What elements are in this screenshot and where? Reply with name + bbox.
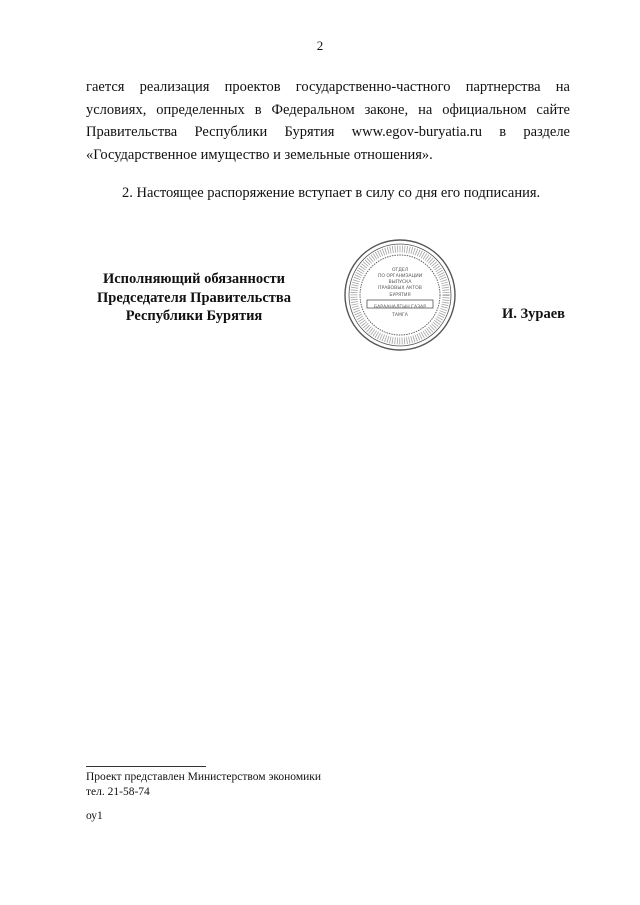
stamp-text-line: ВЫПУСКА [388, 280, 412, 285]
stamp-text-line: ТАМГА [392, 313, 408, 318]
footnote-prepared-by: Проект представлен Министерством экономики [86, 771, 322, 783]
stamp-text-line: ОТДЕЛ [391, 268, 409, 273]
document-code: оу1 [86, 810, 103, 822]
stamp-text-line: ПРАВОВЫХ АКТОВ [378, 286, 422, 291]
stamp-text-line: БУРЯТИЯ [389, 293, 411, 298]
signer-title [80, 270, 308, 326]
signer-title-line-1: Исполняющий обязанности [102, 271, 286, 287]
signer-title-line-2: Председателя Правительства [97, 289, 291, 306]
signer-title-line-3: Республики Бурятия [125, 308, 263, 324]
paragraph-continuation: гается реализация проектов государственно-частного партнерства на условиях, определенных в Федеральном законе, на официальном сайте Правительства Республики Бурятия www.egov-buryatia.ru в разделе «Государственное имущество и земельные отношения». [86, 79, 570, 163]
document-body [86, 76, 570, 205]
paragraph-effective-date: 2. Настоящее распоряжение вступает в силу со дня его подписания. [122, 185, 541, 201]
stamp-text-line: БАРААНАЛГЫН ГАЗАР [374, 305, 426, 310]
page-number: 2 [316, 38, 324, 53]
official-seal-stamp [343, 238, 457, 352]
stamp-text-line: ПО ОРГАНИЗАЦИИ [377, 274, 423, 279]
footnote-divider [86, 766, 206, 767]
signer-name: И. Зураев [502, 306, 566, 322]
footnote [86, 770, 321, 800]
footnote-phone: тел. 21-58-74 [86, 786, 150, 798]
